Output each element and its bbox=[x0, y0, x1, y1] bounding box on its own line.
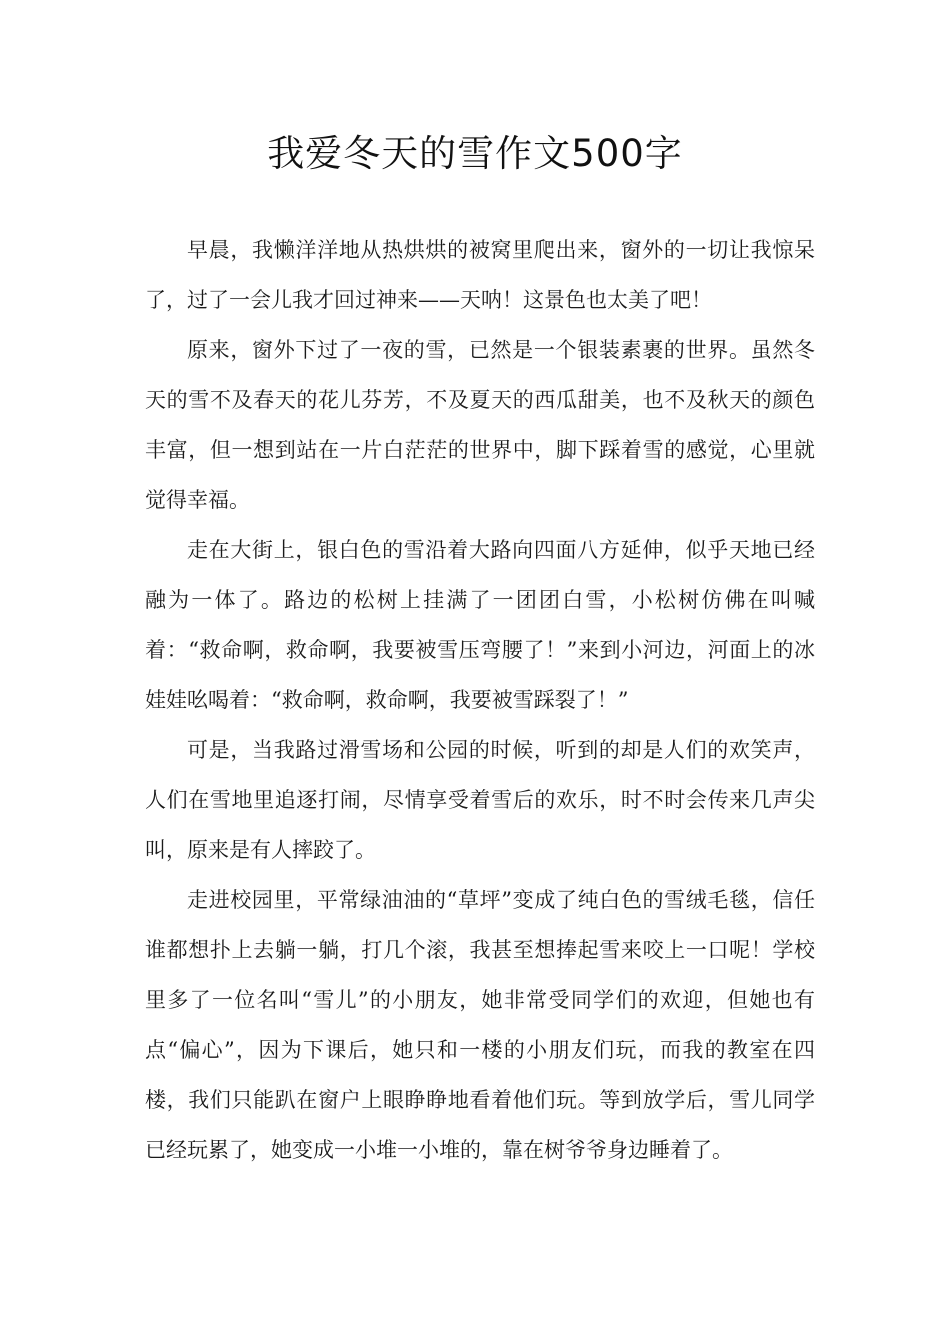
paragraph: 可是，当我路过滑雪场和公园的时候，听到的却是人们的欢笑声，人们在雪地里追逐打闹，尽情享受着雪后的欢乐，时不时会传来几声尖叫，原来是有人摔跤了。 bbox=[145, 738, 815, 862]
document-body bbox=[145, 225, 815, 1175]
paragraph: 走进校园里，平常绿油油的“草坪”变成了纯白色的雪绒毛毯，信任谁都想扑上去躺一躺，打几个滚，我甚至想捧起雪来咬上一口呢！学校里多了一位名叫“雪儿”的小朋友，她非常受同学们的欢迎，但她也有点“偏心”，因为下课后，她只和一楼的小朋友们玩，而我的教室在四楼，我们只能趴在窗户上眼睁睁地看着他们玩。等到放学后，雪儿同学已经玩累了，她变成一小堆一小堆的，靠在树爷爷身边睡着了。 bbox=[145, 888, 815, 1162]
paragraph: 早晨，我懒洋洋地从热烘烘的被窝里爬出来，窗外的一切让我惊呆了，过了一会儿我才回过神来——天呐！这景色也太美了吧！ bbox=[145, 238, 815, 312]
document-title: 我爱冬天的雪作文500字 bbox=[267, 132, 683, 175]
paragraph: 走在大街上，银白色的雪沿着大路向四面八方延伸，似乎天地已经融为一体了。路边的松树上挂满了一团团白雪，小松树仿佛在叫喊着：“救命啊，救命啊，我要被雪压弯腰了！”来到小河边，河面上的冰娃娃吆喝着：“救命啊，救命啊，我要被雪踩裂了！” bbox=[145, 538, 815, 712]
paragraph: 原来，窗外下过了一夜的雪，已然是一个银装素裹的世界。虽然冬天的雪不及春天的花儿芬芳，不及夏天的西瓜甜美，也不及秋天的颜色丰富，但一想到站在一片白茫茫的世界中，脚下踩着雪的感觉，心里就觉得幸福。 bbox=[145, 338, 815, 512]
